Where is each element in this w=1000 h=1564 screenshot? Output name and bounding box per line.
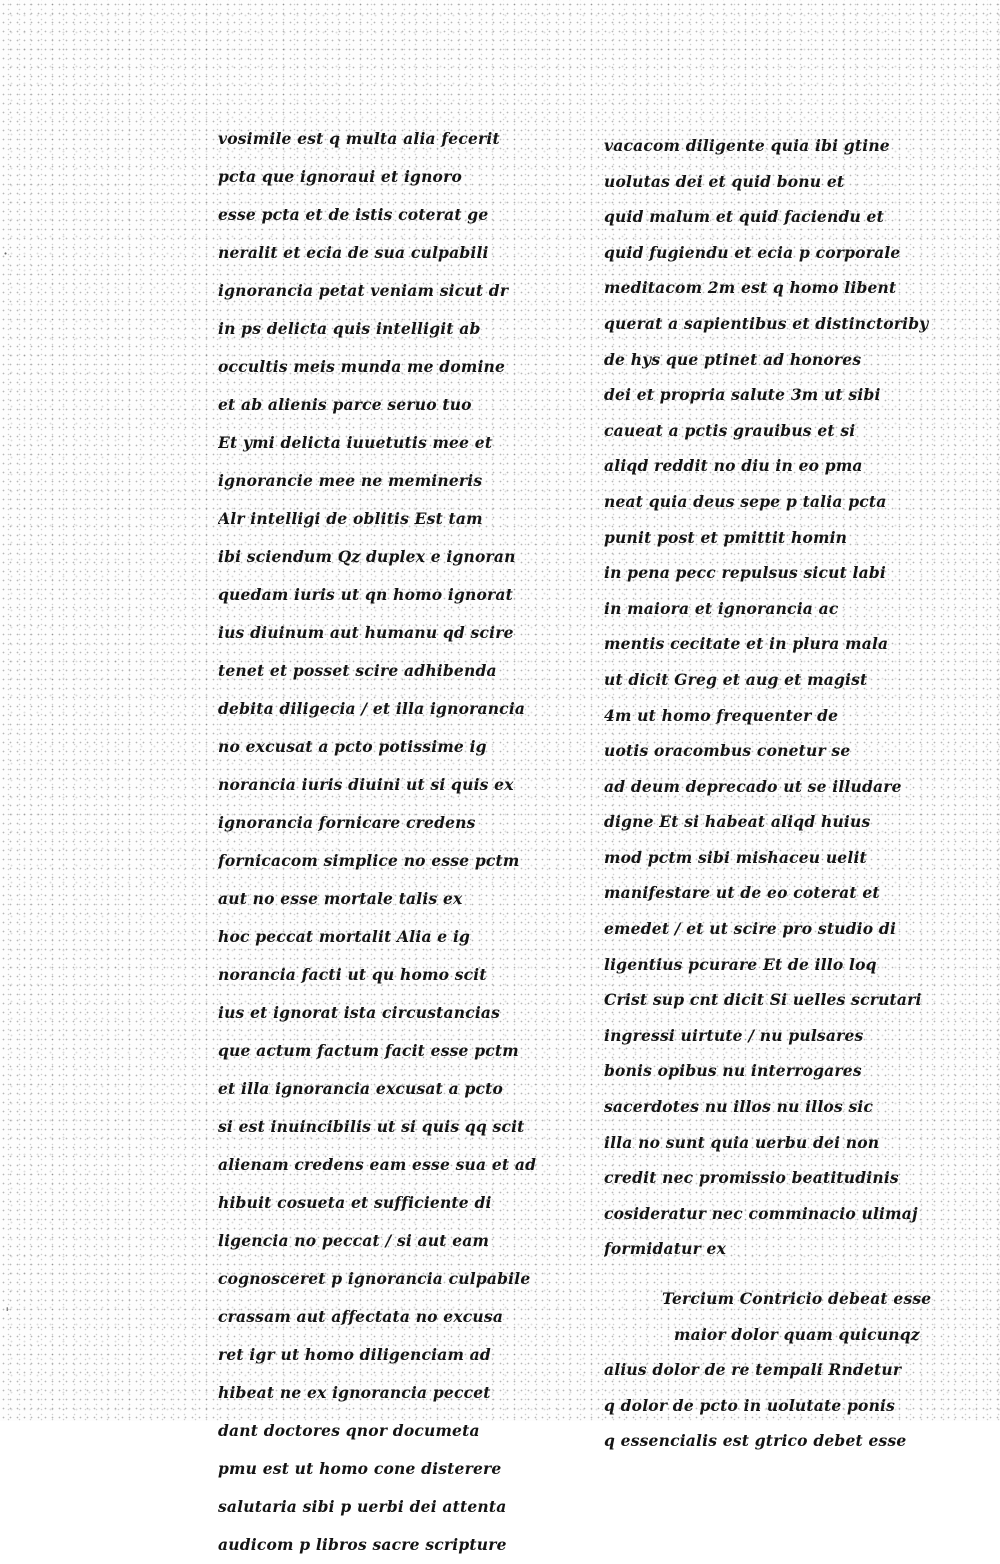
text-line: in maiora et ignorancia ac [604,598,839,618]
text-line: ret igr ut homo diligenciam ad [218,1345,491,1364]
text-line: emedet / et ut scire pro studio di [604,919,897,939]
text-line: sacerdotes nu illos nu illos sic [604,1097,874,1117]
text-line: crassam aut affectata no excusa [218,1307,504,1326]
text-line: tenet et posset scire adhibenda [218,661,497,680]
left-text-column [218,120,580,1564]
text-line: occultis meis munda me domine [218,357,506,376]
text-line: manifestare ut de eo coterat et [604,883,880,903]
margin-speck: ˌ [5,1294,10,1313]
text-line: bonis opibus nu interrogares [604,1061,862,1081]
text-line: illa no sunt quia uerbu dei non [604,1132,880,1152]
text-line: digne Et si habeat aliqd huius [604,812,871,832]
text-line: dei et propria salute 3m ut sibi [604,385,881,405]
text-line: norancia iuris diuini ut si quis ex [218,775,514,794]
text-line: formidatur ex [604,1239,727,1259]
margin-speck: · [3,244,9,263]
text-line: Tercium Contricio debeat esse [662,1289,932,1308]
text-line: audicom p libros sacre scripture [218,1535,507,1554]
text-line: neralit et ecia de sua culpabili [218,243,489,262]
text-line: pcta que ignoraui et ignoro [218,167,462,186]
text-line: punit post et pmittit homin [604,527,848,547]
text-line: ignorancie mee ne memineris [218,471,483,490]
text-line: vacacom diligente quia ibi gtine [604,136,890,155]
text-line: ligentius pcurare Et de illo loq [604,954,877,974]
text-line: esse pcta et de istis coterat ge [218,205,489,224]
text-line: si est inuincibilis ut si quis qq scit [218,1117,525,1136]
text-line: aliqd reddit no diu in eo pma [604,456,863,476]
text-line: ius diuinum aut humanu qd scire [218,623,514,642]
text-line: de hys que ptinet ad honores [604,349,862,369]
text-line: ut dicit Greg et aug et magist [604,669,868,689]
text-line: ius et ignorat ista circustancias [218,1003,501,1022]
text-line: mod pctm sibi mishaceu uelit [604,847,867,867]
text-line: mentis cecitate et in plura mala [604,634,889,654]
text-line: que actum factum facit esse pctm [218,1041,519,1060]
text-line: ligencia no peccat / si aut eam [218,1231,490,1250]
text-line: salutaria sibi p uerbi dei attenta [218,1497,507,1516]
text-line: 4m ut homo frequenter de [604,705,839,725]
right-text-column [604,128,964,1459]
text-line: hoc peccat mortalit Alia e ig [218,927,471,946]
text-line: neat quia deus sepe p talia pcta [604,491,887,511]
column-gutter [583,140,584,1320]
text-line: quid fugiendu et ecia p corporale [604,242,901,262]
text-line: dant doctores qnor documeta [218,1421,480,1440]
text-line: caueat a pctis grauibus et si [604,420,856,440]
text-line: maior dolor quam quicunqz [674,1324,920,1344]
text-line: cosideratur nec comminacio ulimaj [604,1203,918,1223]
text-line: querat a sapientibus et distinctoriby [604,313,929,333]
text-line: norancia facti ut qu homo scit [218,965,487,984]
text-line: cognosceret p ignorancia culpabile [218,1269,531,1288]
text-line: Et ymi delicta iuuetutis mee et [218,433,493,452]
text-line: et ab alienis parce seruo tuo [218,395,472,414]
text-line: hibuit cosueta et sufficiente di [218,1193,492,1212]
text-line: aut no esse mortale talis ex [218,889,463,908]
text-line: vosimile est q multa alia fecerit [218,129,500,148]
text-line: alienam credens eam esse sua et ad [218,1155,537,1174]
text-line: uotis oracombus conetur se [604,741,851,761]
text-line: uolutas dei et quid bonu et [604,171,845,191]
text-line: ignorancia petat veniam sicut dr [218,281,509,300]
text-line: ignorancia fornicare credens [218,813,476,832]
text-line: pmu est ut homo cone disterere [218,1459,502,1478]
text-line: fornicacom simplice no esse pctm [218,851,520,870]
text-line: in pena pecc repulsus sicut labi [604,563,887,583]
text-line: in ps delicta quis intelligit ab [218,319,481,338]
text-line: et illa ignorancia excusat a pcto [218,1079,504,1098]
text-line: q dolor de pcto in uolutate ponis [604,1395,896,1415]
text-line: Crist sup cnt dicit Si uelles scrutari [604,990,922,1010]
text-line: hibeat ne ex ignorancia peccet [218,1383,491,1402]
text-line: no excusat a pcto potissime ig [218,737,487,756]
text-line: quid malum et quid faciendu et [604,207,884,227]
text-line: credit nec promissio beatitudinis [604,1168,899,1188]
paragraph-gap [604,1267,964,1281]
text-line: meditacom 2m est q homo libent [604,278,897,298]
text-line: debita diligecia / et illa ignorancia [218,699,526,718]
text-line: ingressi uirtute / nu pulsares [604,1025,864,1045]
text-line: ibi sciendum Qz duplex e ignoran [218,547,516,566]
text-line: Alr intelligi de oblitis Est tam [218,509,483,528]
text-line: quedam iuris ut qn homo ignorat [218,585,513,604]
text-line: alius dolor de re tempali Rndetur [604,1360,902,1380]
text-line: q essencialis est gtrico debet esse [604,1431,907,1451]
text-line: ad deum deprecado ut se illudare [604,776,902,796]
